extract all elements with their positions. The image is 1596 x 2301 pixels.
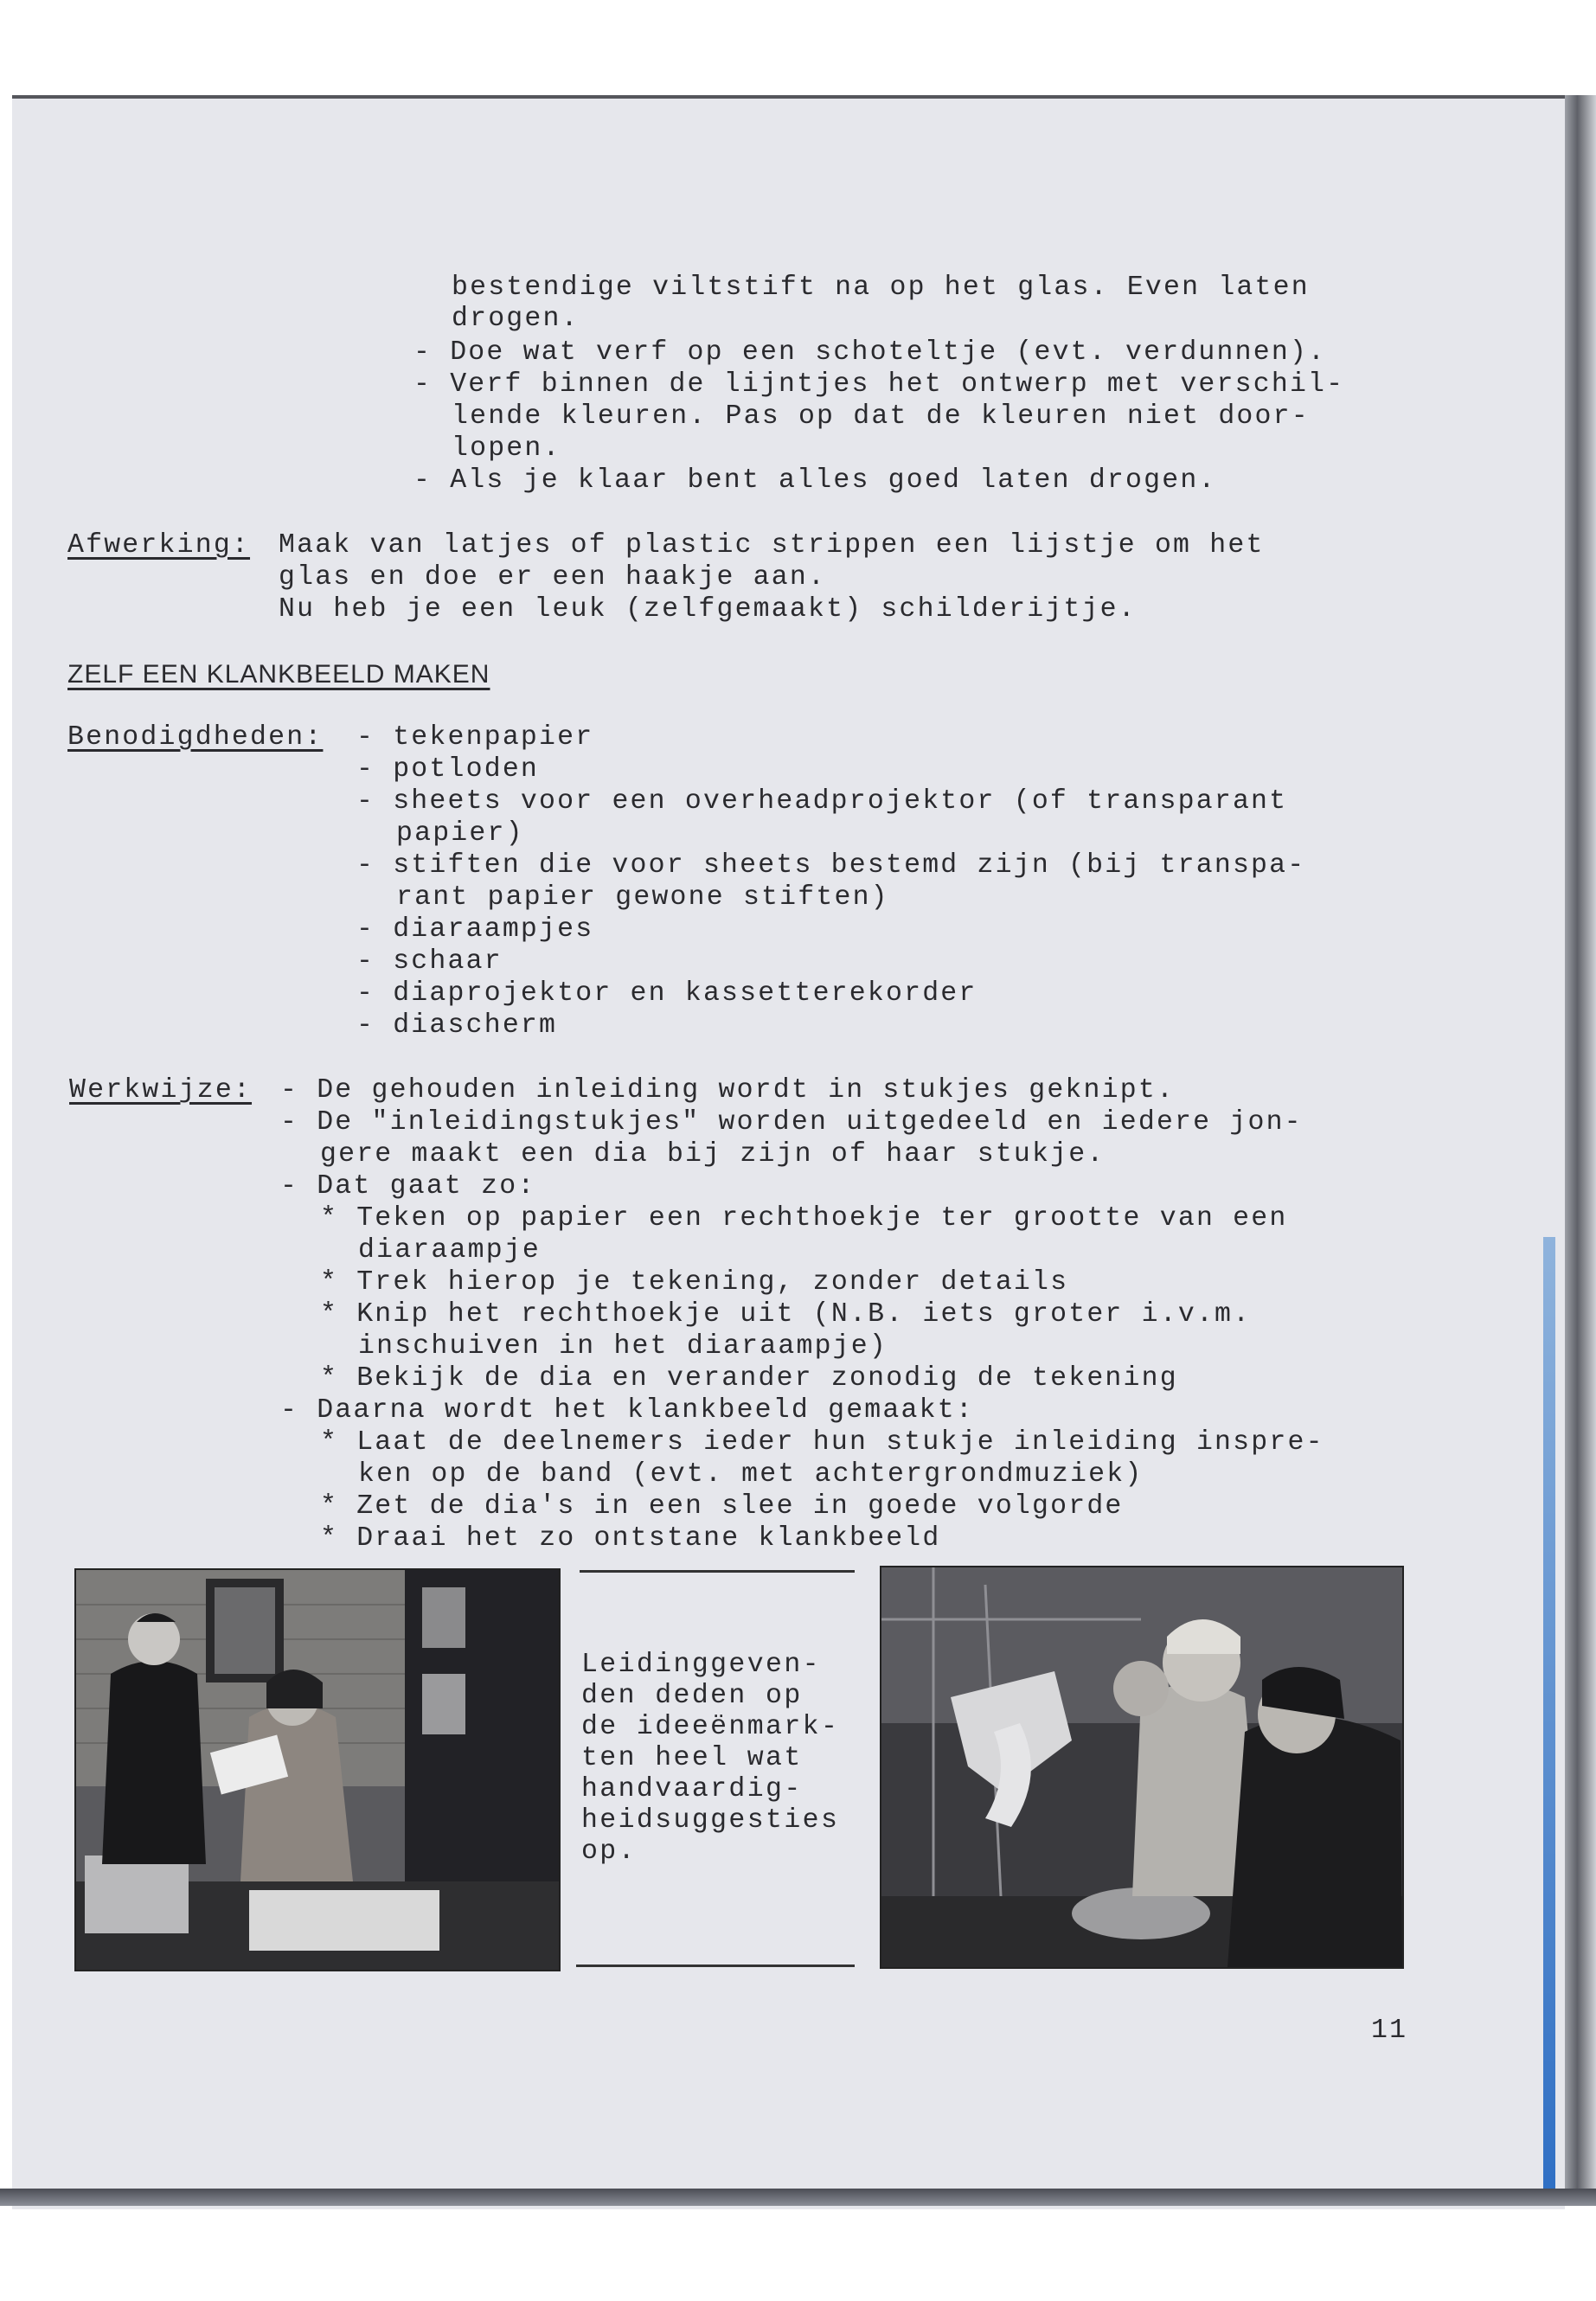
- caption-line: den deden op: [581, 1681, 803, 1711]
- step-line: - De "inleidingstukjes" worden uitgedeeld en iedere jon-: [280, 1107, 1303, 1138]
- benodigdheden-label: Benodigdheden:: [67, 722, 324, 753]
- intro-line: lende kleuren. Pas op dat de kleuren niet door-: [452, 401, 1310, 432]
- supply-item: - potloden: [356, 754, 540, 785]
- page-edge-bottom: [0, 2189, 1596, 2206]
- step-line: gere maakt een dia bij zijn of haar stukje.: [320, 1139, 1106, 1170]
- step-line: inschuiven in het diaraampje): [358, 1331, 888, 1362]
- caption-line: heidsuggesties: [581, 1805, 840, 1836]
- intro-line: - Als je klaar bent alles goed laten drogen.: [413, 465, 1217, 496]
- step-line: * Laat de deelnemers ieder hun stukje inleiding inspre-: [320, 1427, 1324, 1458]
- supply-item: - stiften die voor sheets bestemd zijn (bij transpa-: [356, 850, 1306, 881]
- supply-item: - diascherm: [356, 1010, 558, 1041]
- page-number: 11: [1371, 2016, 1408, 2046]
- step-line: * Knip het rechthoekje uit (N.B. iets groter i.v.m.: [320, 1299, 1252, 1330]
- supply-item: - diaraampjes: [356, 914, 594, 945]
- step-line: * Zet de dia's in een slee in goede volgorde: [320, 1491, 1124, 1522]
- photo-left-image: [76, 1570, 559, 1970]
- step-line: diaraampje: [358, 1235, 542, 1266]
- section-heading: ZELF EEN KLANKBEELD MAKEN: [67, 660, 490, 689]
- caption-line: ten heel wat: [581, 1743, 803, 1773]
- intro-line: - Verf binnen de lijntjes het ontwerp met verschil-: [413, 369, 1345, 400]
- afwerking-line: Nu heb je een leuk (zelfgemaakt) schilderijtje.: [279, 594, 1137, 625]
- binder-strip: [1543, 1237, 1555, 2197]
- afwerking-line: glas en doe er een haakje aan.: [279, 562, 827, 593]
- caption-line: op.: [581, 1836, 637, 1867]
- step-line: - Daarna wordt het klankbeeld gemaakt:: [280, 1395, 974, 1426]
- step-line: * Teken op papier een rechthoekje ter grootte van een: [320, 1203, 1288, 1234]
- step-line: * Draai het zo ontstane klankbeeld: [320, 1523, 941, 1554]
- caption-line: handvaardig-: [581, 1774, 803, 1804]
- intro-line: - Doe wat verf op een schoteltje (evt. verdunnen).: [413, 337, 1327, 368]
- caption-rule-bottom: [576, 1965, 855, 1967]
- caption-rule-top: [580, 1570, 855, 1573]
- caption-line: de ideeënmark-: [581, 1712, 840, 1742]
- supply-item: - diaprojektor en kassetterekorder: [356, 978, 977, 1009]
- caption-line: Leidinggeven-: [581, 1650, 821, 1680]
- supply-item: rant papier gewone stiften): [396, 882, 889, 913]
- step-line: - Dat gaat zo:: [280, 1171, 536, 1202]
- afwerking-label: Afwerking:: [67, 530, 251, 561]
- afwerking-line: Maak van latjes of plastic strippen een lijstje om het: [279, 530, 1265, 561]
- photo-right-image: [881, 1567, 1402, 1967]
- photo-right: [880, 1566, 1404, 1969]
- supply-item: - tekenpapier: [356, 722, 594, 753]
- page-edge-right: [1565, 95, 1596, 2206]
- supply-item: papier): [396, 818, 524, 849]
- step-line: - De gehouden inleiding wordt in stukjes geknipt.: [280, 1075, 1176, 1106]
- intro-line: lopen.: [452, 433, 561, 464]
- photo-left: [74, 1568, 561, 1971]
- step-line: * Trek hierop je tekening, zonder details: [320, 1267, 1069, 1298]
- supply-item: - schaar: [356, 946, 503, 977]
- step-line: ken op de band (evt. met achtergrondmuziek): [358, 1459, 1144, 1490]
- supply-item: - sheets voor een overheadprojektor (of transparant: [356, 786, 1288, 817]
- step-line: * Bekijk de dia en verander zonodig de tekening: [320, 1363, 1178, 1394]
- intro-line: drogen.: [452, 304, 580, 334]
- werkwijze-label: Werkwijze:: [69, 1075, 253, 1106]
- intro-line: bestendige viltstift na op het glas. Even laten: [452, 272, 1310, 303]
